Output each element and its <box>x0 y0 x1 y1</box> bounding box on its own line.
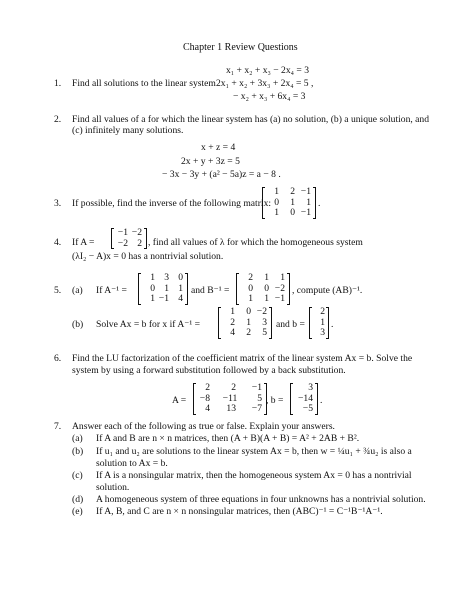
q1-equation-2: 2x₁ + x₂ + 3x₃ + 2x₄ = 5 , <box>216 78 314 89</box>
q5a-suffix: , compute (AB)⁻¹. <box>292 285 363 296</box>
q5a-matrix-b-inverse: 2 1 1 0 0 −2 1 1 −1 <box>236 273 290 305</box>
q7d-label: (d) <box>72 494 84 505</box>
q7c-text: If A is a nonsingular matrix, then the homogeneous system Ax = 0 has a nontrivial <box>96 470 412 481</box>
q5b-vector-b: 2 1 3 <box>309 307 329 339</box>
q7c-label: (c) <box>72 470 83 481</box>
q6-number: 6. <box>54 353 62 364</box>
q6-period: . <box>320 395 323 406</box>
q7e-label: (e) <box>72 506 83 517</box>
q5b-label: (b) <box>72 319 84 330</box>
q5-number: 5. <box>54 285 62 296</box>
q2-number: 2. <box>54 114 62 125</box>
q7-number: 7. <box>54 421 62 432</box>
q4-suffix: , find all values of λ for which the homogeneous system <box>148 237 363 248</box>
q3-matrix: 1 2 −1 0 1 1 1 0 −1 <box>262 187 316 219</box>
q6-a-label: A = <box>172 395 187 406</box>
q6-matrix-a: 2 2 −1 −8 −11 5 4 13 −7 <box>193 383 267 415</box>
q4-matrix: −1 −2 −2 2 <box>111 228 147 249</box>
q7b-label: (b) <box>72 446 84 457</box>
q4-number: 4. <box>54 237 62 248</box>
q6-vector-b: 3 −14 −5 <box>290 383 318 415</box>
q5b-period: . <box>331 319 334 330</box>
q4-prefix: If A = <box>72 237 95 248</box>
q5b-middle: and b = <box>276 319 305 330</box>
q6-line-2: system by using a forward substitution followed by a back substitution. <box>72 365 346 376</box>
q1-equation-3: − x₂ + x₃ + 6x₄ = 3 <box>233 91 306 102</box>
q5b-prefix: Solve Ax = b for x if A⁻¹ = <box>96 319 201 330</box>
q2-equation-1: x + z = 4 <box>201 142 236 153</box>
q4-line-2: (λI₂ − A)x = 0 has a nontrivial solution. <box>72 251 224 262</box>
q2-line-2: (c) infinitely many solutions. <box>72 125 184 136</box>
q1-number: 1. <box>54 78 62 89</box>
q7a-text: If A and B are n × n matrices, then (A + B)(A + B) = A² + 2AB + B². <box>96 433 360 444</box>
q6-line-1: Find the LU factorization of the coefficient matrix of the linear system Ax = b. Solve the <box>72 353 413 364</box>
q7d-text: A homogeneous system of three equations in four unknowns has a nontrivial solution. <box>96 494 426 505</box>
page-title: Chapter 1 Review Questions <box>183 42 298 53</box>
q1-equation-1: x₁ + x₂ + x₃ − 2x₄ = 3 <box>226 65 309 76</box>
q5a-matrix-a-inverse: 1 3 0 0 1 1 1 −1 4 <box>138 273 188 305</box>
q2-equation-2: 2x + y + 3z = 5 <box>181 156 240 167</box>
q2-equation-3: − 3x − 3y + (a² − 5a)z = a − 8 . <box>162 169 281 180</box>
q3-number: 3. <box>54 198 62 209</box>
q3-period: . <box>318 198 321 209</box>
q5b-matrix-a-inverse: 1 0 −2 2 1 3 4 2 5 <box>218 307 272 339</box>
q5a-prefix: If A⁻¹ = <box>96 285 127 296</box>
q7e-text: If A, B, and C are n × n nonsingular matrices, then (ABC)⁻¹ = C⁻¹B⁻¹A⁻¹. <box>96 506 383 517</box>
q7b-text-continued: solution to Ax = b. <box>96 458 168 469</box>
q7-intro: Answer each of the following as true or false. Explain your answers. <box>72 421 335 432</box>
q2-line-1: Find all values of a for which the linear system has (a) no solution, (b) a unique solution, and <box>72 114 430 125</box>
q1-text: Find all solutions to the linear system <box>72 78 216 89</box>
q3-text: If possible, find the inverse of the following matrix: <box>72 198 272 209</box>
q7c-text-continued: solution. <box>96 482 130 493</box>
q7a-label: (a) <box>72 433 83 444</box>
q5a-middle: and B⁻¹ = <box>191 285 230 296</box>
q6-b-label: , b = <box>266 395 284 406</box>
q5a-label: (a) <box>72 285 83 296</box>
q7b-text: If u₁ and u₂ are solutions to the linear system Ax = b, then w = ¼u₁ + ¾u₂ is also a <box>96 446 412 457</box>
